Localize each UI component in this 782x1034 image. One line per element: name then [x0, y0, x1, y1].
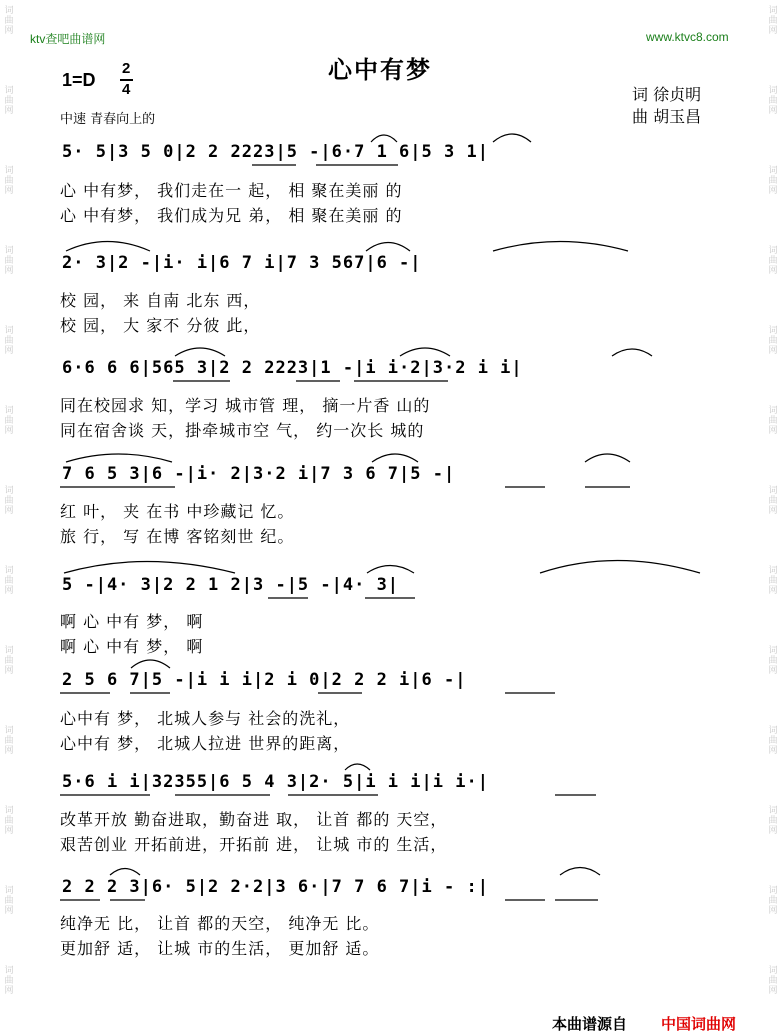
watermark-text: 词 曲 网 [4, 166, 14, 196]
slur-mark [345, 764, 370, 770]
notes-line-7: 5·6 i i|32355|6 5 4 3|2· 5|i i i|i i·| [62, 772, 489, 792]
slur-mark [66, 242, 150, 252]
watermark-text: 词 曲 网 [768, 726, 778, 756]
watermark-text: 词 曲 网 [768, 566, 778, 596]
slur-mark [560, 868, 600, 876]
watermark-text: 词 曲 网 [768, 6, 778, 36]
watermark-text: 词 曲 网 [4, 966, 14, 996]
time-signature-bottom: 4 [122, 81, 131, 98]
slur-mark [367, 566, 414, 574]
watermark-text: 词 曲 网 [768, 86, 778, 116]
watermark-text: 词 曲 网 [4, 566, 14, 596]
lyrics-verse1-line-6: 心中有 梦， 北城人参与 社会的洗礼， [60, 709, 351, 728]
lyrics-verse2-line-3: 同在宿舍谈 天，掛牵城市空 气， 约一次长 城的 [60, 421, 425, 440]
notes-line-1: 5· 5|3 5 0|2 2 2223|5 -|6·7 1 6|5 3 1| [62, 142, 489, 162]
lyrics-verse1-line-8: 纯净无 比， 让首 都的天空， 纯净无 比。 [60, 914, 380, 933]
slur-mark [493, 134, 531, 142]
watermark-text: 词 曲 网 [768, 486, 778, 516]
notes-line-8: 2 2 2 3|6· 5|2 2·2|3 6·|7 7 6 7|i - :| [62, 877, 489, 897]
slur-mark [371, 135, 397, 142]
slur-mark [131, 660, 170, 668]
lyrics-verse2-line-5: 啊 心 中有 梦， 啊 [60, 637, 204, 656]
slur-mark [366, 243, 410, 252]
watermark-text: 词 曲 网 [4, 646, 14, 676]
watermark-text: 词 曲 网 [768, 886, 778, 916]
footer-source-label: 本曲谱源自 [552, 1015, 628, 1033]
watermark-text: 词 曲 网 [4, 246, 14, 276]
lyrics-verse1-line-3: 同在校园求 知，学习 城市管 理， 摘一片香 山的 [60, 396, 431, 415]
watermark-text: 词 曲 网 [768, 246, 778, 276]
tempo-marking: 中速 青春向上的 [60, 112, 156, 127]
lyrics-verse2-line-2: 校 园， 大 家不 分彼 此， [60, 316, 261, 335]
slur-mark [175, 348, 225, 356]
slur-mark [540, 561, 700, 574]
lyrics-verse2-line-6: 心中有 梦， 北城人拉进 世界的距离， [60, 734, 351, 753]
watermark-text: 词 曲 网 [768, 406, 778, 436]
watermark-text: 词 曲 网 [768, 966, 778, 996]
watermark-text: 词 曲 网 [4, 406, 14, 436]
lyrics-verse1-line-1: 心 中有梦， 我们走在一 起， 相 聚在美丽 的 [60, 181, 403, 200]
notes-line-5: 5 -|4· 3|2 2 1 2|3 -|5 -|4· 3| [62, 575, 400, 595]
site-url-right: www.ktvc8.com [646, 30, 729, 44]
slur-mark [372, 454, 418, 462]
footer-source-link[interactable]: 中国词曲网 [661, 1015, 737, 1033]
slur-mark [110, 869, 140, 876]
watermark-text: 词 曲 网 [768, 166, 778, 196]
lyrics-verse1-line-7: 改革开放 勤奋进取，勤奋进 取， 让首 都的 天空， [60, 810, 448, 829]
site-name-left: ktv查吧曲谱网 [30, 32, 106, 46]
slur-mark [64, 562, 235, 574]
time-signature-top: 2 [122, 60, 131, 77]
lyrics-verse1-line-4: 红 叶， 夹 在书 中珍藏记 忆。 [60, 502, 295, 521]
lyrics-verse2-line-4: 旅 行， 写 在博 客铭刻世 纪。 [60, 527, 295, 546]
slur-mark [612, 349, 652, 356]
slur-mark [493, 242, 628, 252]
notes-line-4: 7 6 5 3|6 -|i· 2|3·2 i|7 3 6 7|5 -| [62, 464, 456, 484]
lyrics-verse2-line-8: 更加舒 适， 让城 市的生活， 更加舒 适。 [60, 939, 380, 958]
lyrics-verse1-line-2: 校 园， 来 自南 北东 西， [60, 291, 261, 310]
watermark-text: 词 曲 网 [4, 486, 14, 516]
notes-line-2: 2· 3|2 -|i· i|6 7 i|7 3 567|6 -| [62, 253, 422, 273]
notes-line-3: 6·6 6 6|565 3|2 2 2223|1 -|i i·2|3·2 i i| [62, 358, 523, 378]
watermark-text: 词 曲 网 [4, 326, 14, 356]
watermark-text: 词 曲 网 [4, 726, 14, 756]
watermark-text: 词 曲 网 [4, 886, 14, 916]
song-title: 心中有梦 [328, 56, 432, 84]
notes-line-6: 2 5 6 7|5 -|i i i|2 i 0|2 2 2 i|6 -| [62, 670, 467, 690]
watermark-text: 词 曲 网 [4, 86, 14, 116]
watermark-text: 词 曲 网 [4, 806, 14, 836]
key-signature: 1=D [62, 70, 96, 90]
watermark-text: 词 曲 网 [768, 806, 778, 836]
slur-mark [66, 454, 172, 462]
slur-mark [585, 454, 630, 462]
lyrics-verse1-line-5: 啊 心 中有 梦， 啊 [60, 612, 204, 631]
lyrics-verse2-line-1: 心 中有梦， 我们成为兄 弟， 相 聚在美丽 的 [60, 206, 403, 225]
watermark-text: 词 曲 网 [768, 326, 778, 356]
composer-credit: 曲 胡玉昌 [632, 107, 702, 126]
watermark-text: 词 曲 网 [768, 646, 778, 676]
slur-mark [400, 348, 450, 356]
lyricist-credit: 词 徐贞明 [632, 85, 702, 104]
watermark-text: 词 曲 网 [4, 6, 14, 36]
lyrics-verse2-line-7: 艰苦创业 开拓前进，开拓前 进， 让城 市的 生活， [60, 835, 448, 854]
